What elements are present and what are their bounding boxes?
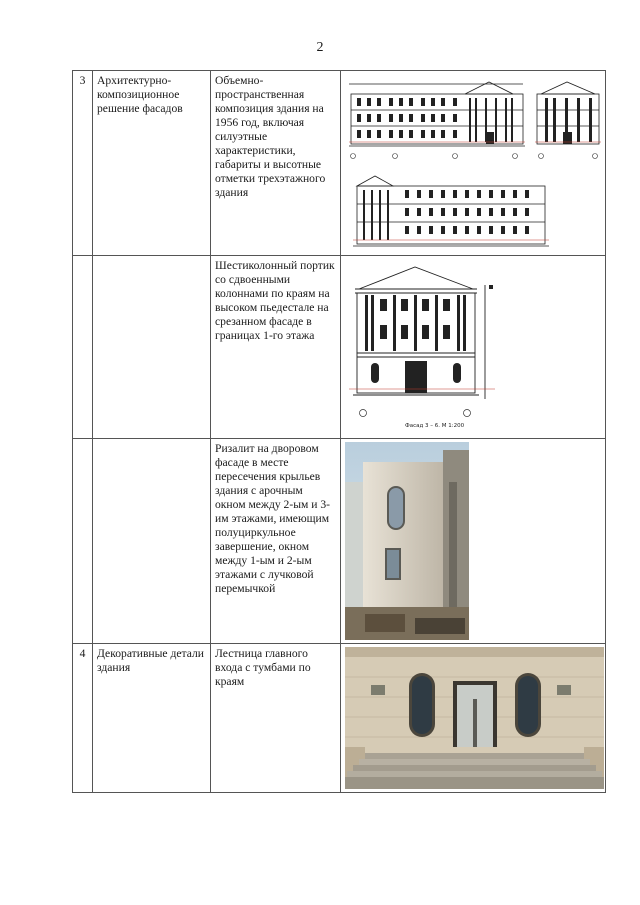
row-number — [73, 256, 93, 439]
courtyard-photo-svg — [345, 442, 604, 640]
row-category — [93, 256, 211, 439]
heritage-table — [72, 70, 606, 793]
row-category: Архитектурно-композиционное решение фасадов — [93, 71, 211, 256]
row-category — [93, 439, 211, 644]
row-number — [73, 439, 93, 644]
facade-drawings-svg — [345, 74, 604, 252]
row-description: Объемно-пространственная композиция здания на 1956 год, включая силуэтные характеристики, габариты и высотные отметки трехэтажного здания — [211, 71, 341, 256]
table-row — [73, 71, 606, 256]
row-number: 4 — [73, 644, 93, 793]
facade-drawings — [341, 71, 606, 256]
row-description: Шестиколонный портик со сдвоенными колоннами по краям на высоком пьедестале на срезанном фасаде в границах 1-го этажа — [211, 256, 341, 439]
entrance-photo — [341, 644, 606, 793]
table-row — [73, 439, 606, 644]
row-number: 3 — [73, 71, 93, 256]
portico-drawing-svg — [345, 259, 604, 435]
courtyard-photo — [341, 439, 606, 644]
row-description: Ризалит на дворовом фасаде в месте пересечения крыльев здания с арочным окном между 2-ым и 3-им этажами, имеющим полуциркульное завершение, окном между 1-ым и 2-ым этажами с лучковой перемычкой — [211, 439, 341, 644]
drawing-caption: Фасад 3 – 6. М 1:200 — [405, 423, 465, 429]
table-row — [73, 644, 606, 793]
row-description: Лестница главного входа с тумбами по краям — [211, 644, 341, 793]
row-category: Декоративные детали здания — [93, 644, 211, 793]
table-row — [73, 256, 606, 439]
page-number: 2 — [316, 40, 324, 55]
entrance-photo-svg — [345, 647, 604, 789]
portico-drawing — [341, 256, 606, 439]
